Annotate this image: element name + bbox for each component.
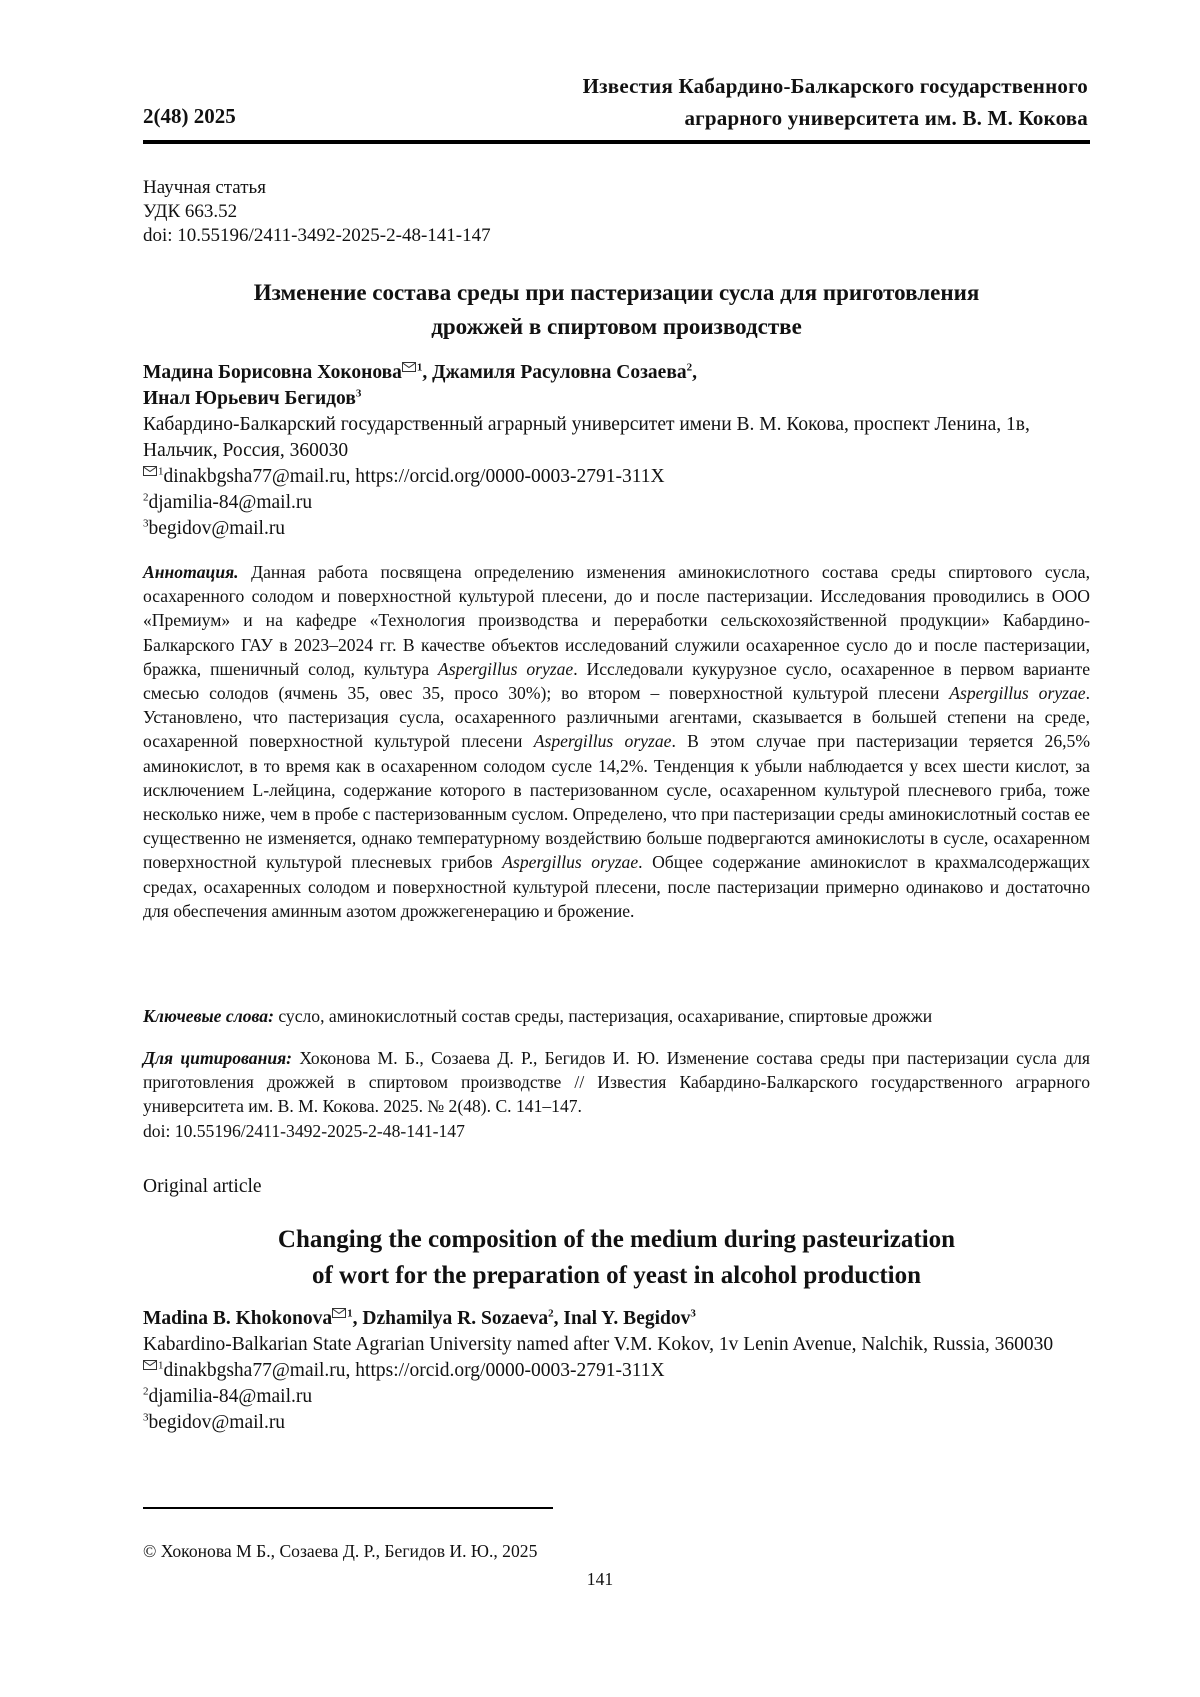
email-3[interactable]: begidov@mail.ru: [149, 518, 286, 539]
email-2[interactable]: djamilia-84@mail.ru: [149, 492, 313, 513]
journal-page: [0, 0, 1200, 1697]
authors-en: Madina B. Khokonova 1, Dzhamilya R. Sozaeva2, Inal Y. Begidov3: [143, 1306, 1090, 1332]
email-3-en[interactable]: begidov@mail.ru: [149, 1412, 286, 1433]
email-orcid-1-en[interactable]: dinakbgsha77@mail.ru, https://orcid.org/0000-0003-2791-311X: [164, 1360, 665, 1381]
envelope-icon: [332, 1308, 346, 1318]
authors-ru: Мадина Борисовна Хоконова 1, Джамиля Расуловна Созаева2, Инал Юрьевич Бегидов3: [143, 360, 1090, 412]
article-type-en: Original article: [143, 1176, 262, 1198]
contact-2-ru: 2djamilia-84@mail.ru: [143, 490, 1090, 516]
udc-code: УДК 663.52: [143, 200, 491, 224]
contact-3-en: 3begidov@mail.ru: [143, 1410, 1090, 1436]
authors-ru-block: [143, 360, 1090, 542]
copyright: © Хоконова М Б., Созаева Д. Р., Бегидов И. Ю., 2025: [143, 1541, 537, 1562]
email-2-en[interactable]: djamilia-84@mail.ru: [149, 1386, 313, 1407]
contact-3-ru: 3begidov@mail.ru: [143, 516, 1090, 542]
abstract-label: Аннотация.: [143, 562, 239, 582]
affiliation-en: Kabardino-Balkarian State Agrarian University named after V.M. Kokov, 1v Lenin Avenue, Nalchik, Russia, 360030: [143, 1332, 1090, 1358]
email-orcid-1[interactable]: dinakbgsha77@mail.ru, https://orcid.org/0000-0003-2791-311X: [164, 466, 665, 487]
contact-1-en: 1dinakbgsha77@mail.ru, https://orcid.org/0000-0003-2791-311X: [143, 1358, 1090, 1384]
footnote-rule: [143, 1507, 553, 1509]
authors-en-block: [143, 1306, 1090, 1436]
title-en-line2: of wort for the preparation of yeast in alcohol production: [143, 1258, 1090, 1294]
keywords-ru: Ключевые слова: сусло, аминокислотный состав среды, пастеризация, осахаривание, спиртовые дрожжи: [143, 1004, 1090, 1028]
author-1: Мадина Борисовна Хоконова: [143, 362, 402, 383]
title-en: [143, 1222, 1090, 1294]
envelope-icon: [143, 1360, 157, 1370]
citation-doi: doi: 10.55196/2411-3492-2025-2-48-141-147: [143, 1121, 465, 1141]
author-2-en: Dzhamilya R. Sozaeva: [362, 1308, 548, 1329]
article-meta: [143, 176, 491, 248]
issue-number: 2(48) 2025: [143, 104, 236, 129]
affiliation-ru: Кабардино-Балкарский государственный аграрный университет имени В. М. Кокова, проспект Ленина, 1в, Нальчик, Россия, 360030: [143, 412, 1090, 464]
journal-title: [583, 70, 1088, 134]
title-ru-line2: дрожжей в спиртовом производстве: [143, 310, 1090, 344]
keywords-label: Ключевые слова:: [143, 1006, 274, 1026]
abstract-ru: Аннотация. Данная работа посвящена определению изменения аминокислотного состава среды спиртового сусла, осахаренного солодом и поверхностной культурой плесени, до и после пастеризации. Исследования проводились в ООО «Премиум» и на кафедре «Технология производства и переработки сельскохозяйственной продукции» Кабардино-Балкарского ГАУ в 2023–2024 гг. В качестве объектов исследований служили осахаренное сусло до и после пастеризации, бражка, пшеничный солод, культура Aspergillus oryzae. Исследовали кукурузное сусло, осахаренное в первом варианте смесью солодов (ячмень 35, овес 35, просо 30%); во втором – поверхностной культурой плесени Aspergillus oryzae. Установлено, что пастеризация сусла, осахаренного различными агентами, сказывается в большей степени на среде, осахаренной поверхностной культурой плесени Aspergillus oryzae. В этом случае при пастеризации теряется 26,5% аминокислот, в то время как в осахаренном солодом сусле 14,2%. Тенденция к убыли наблюдается у всех шести кислот, за исключением L-лейцина, содержание которого в пастеризованном сусле, осахаренном культурой плесневого гриба, тоже несколько ниже, чем в пробе с пастеризованным суслом. Определено, что при пастеризации среды аминокислотный состав ее существенно не изменяется, однако температурному воздействию больше подвергаются аминокислоты в сусле, осахаренном поверхностной культурой плесневых грибов Aspergillus oryzae. Общее содержание аминокислот в крахмалсодержащих средах, осахаренных солодом и поверхностной культурой плесени, после пастеризации примерно одинаково и достаточно для обеспечения аминным азотом дрожжегенерацию и брожение.: [143, 560, 1090, 923]
article-type: Научная статья: [143, 176, 491, 200]
title-ru: [143, 276, 1090, 344]
envelope-icon: [143, 466, 157, 476]
citation-ru: Для цитирования: Хоконова М. Б., Созаева Д. Р., Бегидов И. Ю. Изменение состава среды при пастеризации сусла для приготовления дрожжей в спиртовом производстве // Известия Кабардино-Балкарского государственного аграрного университета им. В. М. Кокова. 2025. № 2(48). С. 141–147. doi: 10.55196/2411-3492-2025-2-48-141-147: [143, 1046, 1090, 1143]
contact-2-en: 2djamilia-84@mail.ru: [143, 1384, 1090, 1410]
journal-title-line2: аграрного университета им. В. М. Кокова: [583, 102, 1088, 134]
author-3-en: Inal Y. Begidov: [563, 1308, 690, 1329]
page-number: 141: [0, 1569, 1200, 1590]
contact-1-ru: 1dinakbgsha77@mail.ru, https://orcid.org/0000-0003-2791-311X: [143, 464, 1090, 490]
doi: doi: 10.55196/2411-3492-2025-2-48-141-147: [143, 224, 491, 248]
envelope-icon: [402, 362, 416, 372]
author-1-en: Madina B. Khokonova: [143, 1308, 332, 1329]
author-3: Инал Юрьевич Бегидов: [143, 388, 356, 409]
citation-label: Для цитирования:: [143, 1048, 292, 1068]
journal-title-line1: Известия Кабардино-Балкарского государственного: [583, 70, 1088, 102]
author-2: Джамиля Расуловна Созаева: [432, 362, 686, 383]
title-en-line1: Changing the composition of the medium during pasteurization: [143, 1222, 1090, 1258]
header-rule: [143, 140, 1090, 144]
title-ru-line1: Изменение состава среды при пастеризации сусла для приготовления: [143, 276, 1090, 310]
